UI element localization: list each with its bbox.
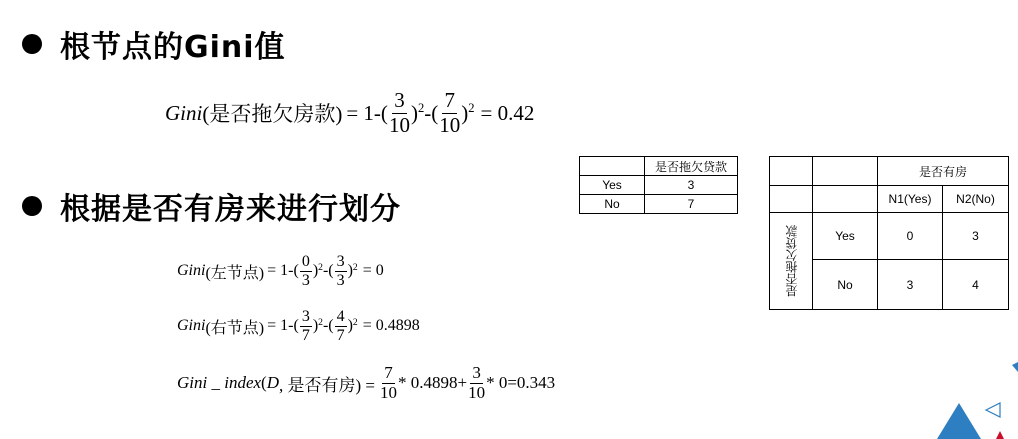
frac-den: 3 [336,271,345,289]
frac-num: 3 [336,252,345,270]
bullet-dot [22,196,42,216]
paren: ) [410,100,418,125]
eq-result: = 0 [362,262,384,279]
decor-triangles [930,360,1018,439]
heading-split-by-house: 根据是否有房来进行划分 [60,192,401,227]
frac-den: 7 [301,326,310,344]
paren: ) [312,317,319,334]
frac-den: 10 [439,112,461,137]
row-label: Yes [580,176,645,195]
exponent: 2 [352,262,358,274]
frac-num: 3 [301,307,310,325]
frac-num: 0 [301,252,310,270]
decor-small-arrow-icon [1012,362,1018,372]
row-label: No [580,195,645,214]
cell-value: 7 [645,195,738,214]
heading-root-gini: 根节点的Gini值 [60,30,286,65]
frac-den: 10 [388,112,410,137]
paren: ) [461,100,469,125]
eq-fn: Gini [177,262,206,279]
decor-outline-arrow-icon [986,403,1000,417]
table-corner [813,157,878,186]
eq-arg: (是否拖欠房款) [202,102,343,126]
bullet-dot [22,34,42,54]
col-header: N2(No) [943,186,1009,213]
decor-red-triangle [996,431,1004,439]
table-corner [770,157,813,186]
table-house-vs-default [769,156,1009,310]
minus-paren: -( [322,317,334,334]
eq-arg: (左节点) [205,264,265,282]
fraction [300,308,312,344]
eq-result: = 0.4898 [362,317,420,334]
equation-right-node [177,305,420,347]
eq-fn: Gini [165,100,203,125]
paren: ) [347,317,353,334]
frac-num: 7 [444,88,455,113]
cell-value: 3 [943,213,1009,260]
col-group-header: 是否有房 [878,157,1009,186]
fraction [468,364,485,402]
frac-num: 3 [394,88,405,113]
paren: ) [347,262,353,279]
eq-arg: (右节点) [205,319,265,337]
eq-result: * 0=0.343 [486,373,556,392]
exponent: 2 [468,101,475,116]
frac-den: 3 [301,271,310,289]
eq-equals: = 1-( [267,262,299,279]
cell-value: 0 [878,213,943,260]
eq-fn: Gini _ index [177,373,262,392]
eq-equals: = 1-( [346,100,388,125]
frac-den: 10 [380,382,397,402]
frac-den: 10 [468,382,486,402]
fraction [439,89,460,136]
frac-num: 3 [472,362,481,382]
exponent: 2 [352,317,358,329]
equation-root-gini [165,86,534,140]
table-header: 是否拖欠贷款 [645,157,738,176]
equation-left-node [177,250,384,292]
decor-blue-triangle [937,403,981,439]
exponent: 2 [318,262,323,274]
fraction [335,253,347,289]
fraction [300,253,312,289]
frac-den: 7 [336,326,345,344]
table-corner [813,186,878,213]
table-corner [580,157,645,176]
minus-paren: -( [424,100,439,125]
exponent: 2 [318,317,323,329]
frac-num: 7 [384,362,393,382]
col-header: N1(Yes) [878,186,943,213]
table-loan-default [579,156,738,214]
row-group-label: 是否拖欠贷款 [784,225,799,297]
cell-value: 3 [645,176,738,195]
fraction [389,89,410,136]
cell-value: 4 [943,260,1009,310]
eq-arg: , 是否有房) = [279,375,375,395]
eq-result: = 0.42 [480,100,535,125]
frac-num: 4 [336,307,345,325]
eq-fn: Gini [177,317,206,334]
eq-mid: * 0.4898+ [398,373,468,392]
cell-value: 3 [878,260,943,310]
eq-var-d: D [266,373,279,392]
eq-equals: = 1-( [267,317,299,334]
row-label: No [813,260,878,310]
equation-gini-index [177,360,555,406]
row-group-header [770,213,813,310]
paren: ) [312,262,319,279]
exponent: 2 [417,101,425,116]
fraction [380,364,397,402]
bullet-split-by-house [22,184,401,228]
fraction [335,308,347,344]
row-label: Yes [813,213,878,260]
minus-paren: -( [322,262,334,279]
paren: ( [261,373,267,392]
bullet-root-gini [22,22,286,66]
table-corner [770,186,813,213]
